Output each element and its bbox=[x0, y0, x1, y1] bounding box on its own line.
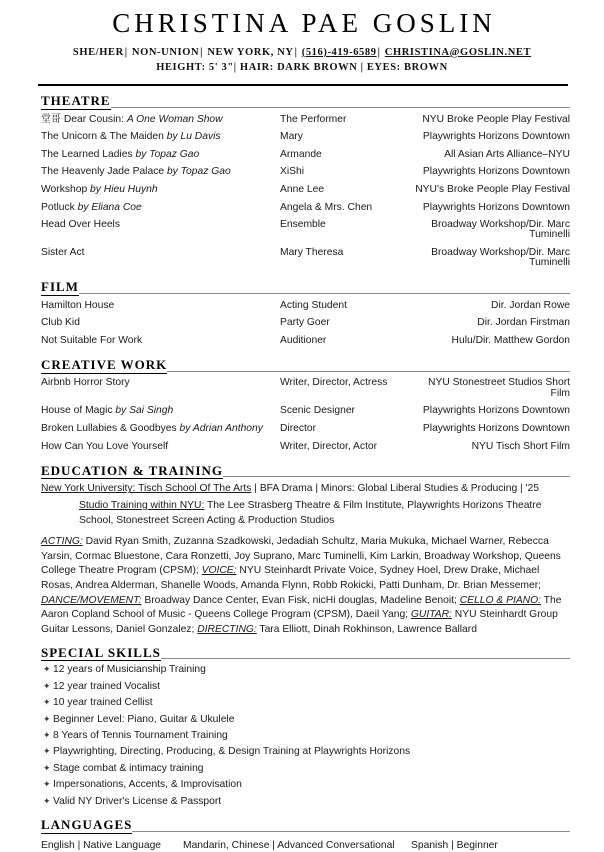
credit-company-cell: Broadway Workshop/Dir. Marc Tuminelli bbox=[431, 247, 570, 269]
list-item bbox=[41, 662, 570, 678]
credit-title-cell bbox=[41, 111, 280, 129]
section-rule-creative-work bbox=[167, 371, 570, 372]
section-rule-languages bbox=[132, 831, 570, 832]
skill-text: 10 year trained Cellist bbox=[53, 697, 153, 709]
credit-title-text: Dear Cousin: bbox=[61, 113, 127, 125]
credit-role-cell: Mary Theresa bbox=[280, 247, 344, 258]
bullet-icon: ✦ bbox=[43, 680, 51, 691]
credit-role-cell: Ensemble bbox=[280, 219, 326, 231]
credit-title-cell bbox=[41, 403, 280, 421]
location-text: NEW YORK, NY bbox=[207, 46, 294, 58]
credit-company-cell: All Asian Arts Alliance–NYU bbox=[444, 148, 570, 160]
section-title-film: FILM bbox=[41, 279, 79, 295]
page-title: CHRISTINA PAE GOSLIN bbox=[112, 8, 496, 38]
training-category-list: David Ryan Smith, Zuzanna Szadkowski, Jedadiah Schultz, Maria Mukuka, Michael Warner, Rebecca Yarsin, Cormac Bluestone, Cara Ronzetti, Joy Suprano, Marc Tuminelli, Kim Larkin, Broadway Workshop, Queens College Theatre Program (CPSM); bbox=[41, 536, 561, 577]
section-languages bbox=[41, 818, 570, 852]
credit-title-cell bbox=[41, 438, 280, 456]
table-row bbox=[41, 403, 570, 421]
training-category-list: Tara Elliott, Dinah Rokhinson, Lawrence Ballard bbox=[256, 623, 477, 635]
separator-1: | bbox=[124, 46, 128, 58]
training-category-list: Broadway Dance Center, Evan Fisk, nicHi douglas, Madeline Benoit; bbox=[141, 594, 460, 606]
credit-company-cell: NYU's Broke People Play Festival bbox=[415, 183, 570, 195]
skill-text: Valid NY Driver's License & Passport bbox=[53, 795, 222, 807]
section-film bbox=[41, 280, 570, 350]
list-item bbox=[41, 679, 570, 695]
section-header-special-skills bbox=[41, 646, 570, 662]
table-row bbox=[41, 146, 570, 164]
section-creative-work bbox=[41, 358, 570, 456]
list-item bbox=[41, 761, 570, 777]
training-category-label: DANCE/MOVEMENT: bbox=[41, 594, 142, 606]
table-row bbox=[41, 244, 570, 272]
training-category-label: DIRECTING: bbox=[197, 623, 257, 635]
language-item: Spanish | Beginner bbox=[411, 839, 498, 851]
studio-training-label: Studio Training within NYU: bbox=[79, 500, 205, 512]
credit-title-cell bbox=[41, 297, 280, 315]
credit-title-cell bbox=[41, 315, 280, 333]
credit-company-cell: Playwrights Horizons Downtown bbox=[422, 166, 570, 178]
credit-title-cell bbox=[41, 244, 280, 272]
credit-role-cell: Party Goer bbox=[280, 317, 330, 329]
credit-title-cell bbox=[41, 375, 280, 403]
table-row bbox=[41, 111, 570, 129]
list-item bbox=[41, 777, 570, 793]
credit-title-cjk: 堂哥 bbox=[41, 113, 61, 125]
section-header-creative-work bbox=[41, 358, 570, 374]
training-category-list: NYU Steinhardt Group Guitar Lessons, Daniel Gonzalez; bbox=[41, 609, 558, 635]
training-category-label: GUITAR: bbox=[410, 609, 452, 621]
credit-company-cell: Playwrights Horizons Downtown bbox=[422, 201, 570, 213]
list-item bbox=[41, 728, 570, 744]
skill-text: 12 year trained Vocalist bbox=[53, 680, 161, 692]
credit-company-cell: Hulu/Dir. Matthew Gordon bbox=[451, 334, 570, 346]
credit-title-text: Head Over Heels bbox=[41, 219, 120, 231]
separator-3: | bbox=[294, 46, 298, 58]
bullet-icon: ✦ bbox=[43, 713, 51, 724]
contact-line bbox=[0, 45, 604, 75]
header-divider bbox=[38, 84, 568, 86]
credit-company-cell: NYU Stonestreet Studios Short Film bbox=[428, 377, 570, 399]
bullet-icon: ✦ bbox=[43, 746, 51, 757]
studio-training-details: The Lee Strasberg Theatre & Film Institute, Playwrights Horizons Theatre School, Stonestreet Screen Acting & Production Studios bbox=[79, 500, 542, 526]
credit-role-cell: Director bbox=[280, 422, 317, 434]
credit-title-italic: A One Woman Show bbox=[126, 113, 223, 125]
credit-title-cell bbox=[41, 181, 280, 199]
table-row bbox=[41, 420, 570, 438]
section-special-skills bbox=[41, 646, 570, 810]
table-row bbox=[41, 297, 570, 315]
phone-link[interactable]: (516)-419-6589 bbox=[301, 46, 377, 58]
credit-company-cell: NYU Broke People Play Festival bbox=[422, 113, 570, 125]
training-category-list: The Aaron Copland School of Music - Queens College Program (CPSM), Daeil Yang; bbox=[41, 594, 562, 621]
credit-title-italic: by Topaz Gao bbox=[135, 148, 200, 160]
table-row bbox=[41, 438, 570, 456]
section-theatre bbox=[41, 94, 570, 272]
training-category-label: ACTING: bbox=[41, 536, 83, 548]
skill-text: 8 Years of Tennis Tournament Training bbox=[53, 730, 228, 742]
skill-text: Beginner Level: Piano, Guitar & Ukulele bbox=[53, 713, 235, 725]
table-row bbox=[41, 199, 570, 217]
bullet-icon: ✦ bbox=[43, 664, 51, 675]
skill-text: Playwrighting, Directing, Producing, & Design Training at Playwrights Horizons bbox=[53, 746, 411, 758]
credit-company-cell: Playwrights Horizons Downtown bbox=[422, 131, 570, 143]
bullet-icon: ✦ bbox=[43, 795, 51, 806]
school-details: | BFA Drama | Minors: Global Liberal Studies & Producing | '25 bbox=[251, 483, 539, 495]
credit-role-cell: Auditioner bbox=[280, 334, 327, 346]
credits-table-theatre bbox=[41, 111, 570, 272]
credit-title-text: How Can You Love Yourself bbox=[41, 440, 169, 452]
credit-title-cell bbox=[41, 146, 280, 164]
separator-4: | bbox=[377, 46, 381, 58]
section-rule-film bbox=[79, 293, 570, 294]
email-link[interactable]: CHRISTINA@GOSLIN.NET bbox=[384, 46, 532, 58]
credit-title-text: The Learned Ladies bbox=[41, 148, 136, 160]
credit-title-cell bbox=[41, 217, 280, 245]
table-row bbox=[41, 181, 570, 199]
separator-2: | bbox=[200, 46, 204, 58]
credit-company-cell: Dir. Jordan Firstman bbox=[477, 317, 570, 329]
credit-role-cell: Scenic Designer bbox=[280, 405, 355, 417]
section-rule-theatre bbox=[111, 107, 570, 108]
skill-text: 12 years of Musicianship Training bbox=[53, 664, 206, 676]
union-status-text: NON-UNION bbox=[131, 46, 200, 58]
credit-company-cell: NYU Tisch Short Film bbox=[471, 440, 570, 452]
section-title-education: EDUCATION & TRAINING bbox=[41, 462, 224, 478]
training-paragraph bbox=[41, 535, 570, 637]
credit-role-cell: Armande bbox=[280, 148, 322, 160]
resume-page bbox=[0, 8, 604, 851]
resume-header bbox=[0, 9, 604, 86]
credit-title-italic: by Topaz Gao bbox=[166, 166, 231, 178]
credit-title-italic: by Sai Singh bbox=[115, 405, 174, 417]
section-header-film bbox=[41, 280, 570, 296]
list-item bbox=[41, 695, 570, 711]
physical-stats-text: HEIGHT: 5' 3"| HAIR: DARK BROWN | EYES: BROWN bbox=[156, 61, 448, 73]
credit-title-italic: by Hieu Huynh bbox=[90, 183, 158, 195]
list-item bbox=[41, 794, 570, 810]
credit-role-cell: Acting Student bbox=[280, 299, 347, 311]
skill-text: Impersonations, Accents, & Improvisation bbox=[53, 779, 242, 791]
section-education-training bbox=[41, 464, 570, 638]
credit-title-text: The Heavenly Jade Palace bbox=[41, 166, 167, 178]
section-rule-education bbox=[223, 476, 570, 477]
credit-title-cell bbox=[41, 332, 280, 350]
education-studio-line bbox=[41, 497, 570, 528]
bullet-icon: ✦ bbox=[43, 697, 51, 708]
section-header-education bbox=[41, 464, 570, 480]
languages-row bbox=[41, 835, 570, 852]
section-title-creative-work: CREATIVE WORK bbox=[41, 356, 168, 372]
credit-company-cell: Playwrights Horizons Downtown bbox=[422, 405, 570, 417]
table-row bbox=[41, 217, 570, 245]
credits-table-film bbox=[41, 297, 570, 350]
credit-title-cell bbox=[41, 164, 280, 182]
credit-title-text: Potluck bbox=[41, 201, 78, 213]
training-category-label: VOICE: bbox=[201, 565, 237, 577]
credit-title-text: Not Suitable For Work bbox=[41, 334, 143, 346]
credit-title-text: Sister Act bbox=[41, 247, 85, 258]
section-rule-special-skills bbox=[161, 658, 570, 659]
credit-role-cell: Writer, Director, Actress bbox=[280, 377, 388, 389]
credit-title-italic: by Lu Davis bbox=[166, 131, 221, 143]
section-title-special-skills: SPECIAL SKILLS bbox=[41, 644, 161, 660]
credit-title-italic: by Eliana Coe bbox=[77, 201, 142, 213]
bullet-icon: ✦ bbox=[43, 730, 51, 741]
education-school-line bbox=[41, 480, 570, 497]
credit-title-cell bbox=[41, 420, 280, 438]
training-category-list: NYU Steinhardt Private Voice, Sydney Hoel, Drew Drake, Michael Rosas, Andrea Alderman, Shanelle Woods, Amanda Flynn, Robb Rokicki, Patti Dunham, Dr. Brian Messemer; bbox=[41, 565, 542, 592]
list-item bbox=[41, 744, 570, 760]
bullet-icon: ✦ bbox=[43, 762, 51, 773]
section-title-theatre: THEATRE bbox=[41, 93, 111, 109]
section-header-languages bbox=[41, 818, 570, 834]
credit-role-cell: Writer, Director, Actor bbox=[280, 440, 378, 452]
credit-company-cell: Broadway Workshop/Dir. Marc Tuminelli bbox=[431, 219, 570, 241]
credit-title-text: Club Kid bbox=[41, 317, 80, 329]
table-row bbox=[41, 332, 570, 350]
school-name: New York University: Tisch School Of The Arts bbox=[41, 483, 252, 495]
credit-title-text: Hamilton House bbox=[41, 299, 115, 311]
table-row bbox=[41, 375, 570, 403]
section-header-theatre bbox=[41, 94, 570, 110]
pronouns-text: SHE/HER bbox=[72, 46, 124, 58]
table-row bbox=[41, 164, 570, 182]
language-item: Mandarin, Chinese | Advanced Conversational bbox=[183, 839, 395, 851]
language-item: English | Native Language bbox=[41, 839, 162, 851]
credit-role-cell: Mary bbox=[280, 131, 303, 143]
credit-title-text: House of Magic bbox=[41, 405, 116, 417]
credit-title-text: The Unicorn & The Maiden bbox=[41, 131, 167, 143]
credit-title-cell bbox=[41, 129, 280, 147]
credit-role-cell: Anne Lee bbox=[280, 183, 325, 195]
skill-text: Stage combat & intimacy training bbox=[53, 762, 204, 774]
credit-title-text: Airbnb Horror Story bbox=[41, 377, 130, 389]
credits-table-creative-work bbox=[41, 375, 570, 456]
credit-title-cell bbox=[41, 199, 280, 217]
table-row bbox=[41, 129, 570, 147]
credit-company-cell: Dir. Jordan Rowe bbox=[491, 299, 570, 311]
credit-role-cell: XiShi bbox=[280, 166, 305, 178]
section-title-languages: LANGUAGES bbox=[41, 816, 133, 832]
credit-role-cell: The Performer bbox=[280, 113, 347, 125]
list-item bbox=[41, 712, 570, 728]
credit-title-italic: by Adrian Anthony bbox=[179, 422, 263, 434]
skills-list bbox=[41, 662, 570, 810]
credit-title-text: Broken Lullabies & Goodbyes bbox=[41, 422, 180, 434]
table-row bbox=[41, 315, 570, 333]
training-category-label: CELLO & PIANO: bbox=[459, 594, 541, 606]
bullet-icon: ✦ bbox=[43, 779, 51, 790]
credit-title-text: Workshop bbox=[41, 183, 91, 195]
credit-company-cell: Playwrights Horizons Downtown bbox=[422, 422, 570, 434]
credit-role-cell: Angela & Mrs. Chen bbox=[280, 201, 373, 213]
